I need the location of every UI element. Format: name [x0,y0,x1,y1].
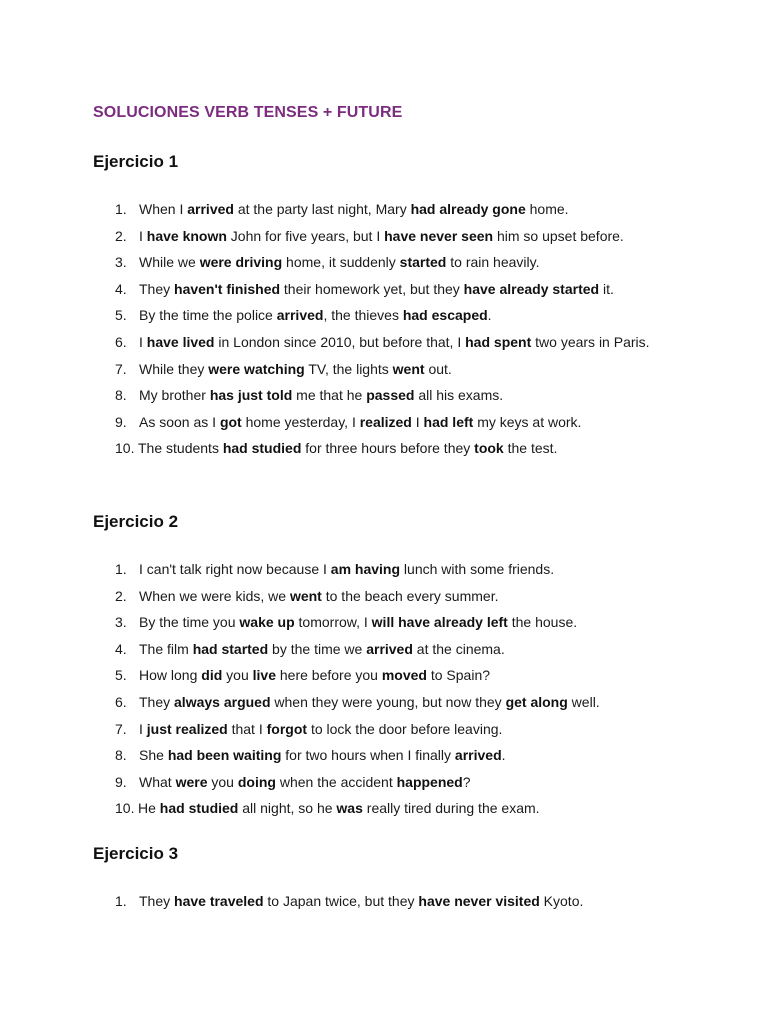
sentence-fragment: John for five years, but I [226,227,385,244]
item-text [139,387,503,403]
list-item [93,356,673,383]
answer-verb: arrived [366,640,413,657]
sentence-fragment: to the beach every summer. [321,587,499,604]
sentence-fragment: When we were kids, we [139,587,290,604]
sentence-fragment: By the time the police [139,307,277,324]
sentence-fragment: They [139,280,175,297]
answer-verb: was [336,800,363,817]
answer-verb: get along [505,693,568,710]
sentence-fragment: lunch with some friends. [400,561,555,577]
item-number: 3. [115,254,127,271]
sentence-fragment: They [139,693,175,710]
list-item [93,302,673,329]
answer-verb: wake up [239,614,295,631]
answer-verb: were [175,773,208,790]
item-text [138,800,540,816]
sentence-fragment: . [487,307,492,324]
sentence-fragment: to Japan twice, but they [263,893,419,909]
item-number: 10. [115,440,135,457]
item-number: 10. [115,800,135,817]
item-text [139,694,600,710]
item-number: 3. [115,614,127,631]
sentence-fragment: While they [139,360,209,377]
list-item [93,636,673,663]
sentence-fragment: . [501,747,506,764]
answer-verb: went [289,587,322,604]
item-number: 9. [115,773,127,790]
item-text [139,281,614,297]
list-item [93,689,673,716]
sentence-fragment: TV, the lights [304,360,393,377]
sentence-fragment: two years in Paris. [531,333,650,350]
sentence-fragment: As soon as I [139,413,220,430]
item-text [139,414,581,430]
sentence-fragment: ? [462,773,471,790]
item-text [139,721,502,737]
sentence-fragment: He [138,800,160,817]
sentence-fragment: The students [138,440,223,457]
answer-verb: took [474,440,504,457]
section-heading-1: Ejercicio 1 [93,152,179,171]
item-number: 2. [115,227,127,244]
list-item [93,409,673,436]
sentence-fragment: at the party last night, Mary [233,201,411,217]
sentence-fragment: They [139,893,175,909]
sentence-fragment: for three hours before they [301,440,475,457]
item-text [139,641,505,657]
sentence-fragment: when they were young, but now they [270,693,506,710]
answer-verb: live [252,667,276,684]
sentence-fragment: that I [227,720,267,737]
item-text [138,440,557,456]
item-number: 7. [115,720,127,737]
list-item [93,223,673,250]
answer-verb: had started [192,640,269,657]
answer-verb: have already started [463,280,600,297]
sentence-fragment: you [222,667,253,684]
sentence-fragment: my keys at work. [473,413,582,430]
item-number: 8. [115,387,127,404]
list-item [93,382,673,409]
item-number: 2. [115,587,127,604]
sentence-fragment: you [207,773,238,790]
list-item [93,769,673,796]
item-number: 1. [115,201,127,217]
answer-verb: arrived [187,201,234,217]
item-number: 4. [115,280,127,297]
sentence-fragment: I [139,720,147,737]
item-text [139,893,583,909]
answer-list-2 [93,556,673,822]
sentence-fragment: the house. [507,614,578,631]
answer-verb: doing [237,773,276,790]
list-item [93,329,673,356]
answer-verb: went [392,360,425,377]
answer-verb: were driving [199,254,283,271]
list-item [93,556,673,583]
item-text [139,307,492,323]
list-item [93,662,673,689]
sentence-fragment: My brother [139,387,210,404]
answer-verb: had been waiting [167,747,282,764]
sentence-fragment: for two hours when I finally [281,747,455,764]
sentence-fragment: the test. [503,440,558,457]
answer-verb: will have already left [371,614,508,631]
item-text [139,774,471,790]
item-text [139,614,577,630]
item-number: 1. [115,893,127,909]
sentence-fragment: I [411,413,424,430]
item-number: 6. [115,693,127,710]
sentence-fragment: How long [139,667,202,684]
sentence-fragment: really tired during the exam. [362,800,540,817]
sentence-fragment: here before you [275,667,382,684]
answer-verb: haven't finished [174,280,281,297]
section-heading-2: Ejercicio 2 [93,512,179,531]
item-number: 8. [115,747,127,764]
answer-verb: have lived [146,333,215,350]
sentence-fragment: it. [599,280,614,297]
sentence-fragment: to Spain? [426,667,491,684]
answer-verb: have never visited [418,893,540,909]
answer-verb: have never seen [384,227,494,244]
answer-verb: did [201,667,223,684]
item-text [139,667,490,683]
answer-verb: always argued [174,693,271,710]
item-text [139,201,569,217]
sentence-fragment: , the thieves [323,307,403,324]
sentence-fragment: home, it suddenly [282,254,400,271]
sentence-fragment: in London since 2010, but before that, I [214,333,466,350]
sentence-fragment: When I [139,201,188,217]
item-number: 9. [115,413,127,430]
answer-verb: arrived [454,747,502,764]
answer-verb: have known [146,227,227,244]
sentence-fragment: I can't talk right now because I [139,561,331,577]
answer-verb: just realized [146,720,228,737]
item-number: 1. [115,561,127,577]
sentence-fragment: their homework yet, but they [280,280,464,297]
list-item [93,435,673,462]
sentence-fragment: to rain heavily. [446,254,540,271]
sentence-fragment: Kyoto. [539,893,584,909]
item-number: 6. [115,333,127,350]
sentence-fragment: home yesterday, I [241,413,360,430]
item-number: 4. [115,640,127,657]
list-item [93,196,673,223]
answer-verb: had already gone [410,201,526,217]
list-item [93,742,673,769]
list-item [93,609,673,636]
answer-verb: got [219,413,242,430]
answer-list-1 [93,196,673,462]
item-text [139,334,650,350]
sentence-fragment: out. [424,360,452,377]
sentence-fragment: at the cinema. [412,640,505,657]
answer-verb: moved [381,667,427,684]
sentence-fragment: all night, so he [238,800,337,817]
list-item [93,583,673,610]
answer-verb: realized [359,413,412,430]
sentence-fragment: I [139,227,147,244]
list-item [93,716,673,743]
list-item [93,249,673,276]
list-item [93,795,673,822]
answer-verb: happened [396,773,463,790]
item-text [139,747,506,763]
sentence-fragment: to lock the door before leaving. [307,720,503,737]
sentence-fragment: home. [525,201,569,217]
item-number: 7. [115,360,127,377]
sentence-fragment: well. [567,693,600,710]
answer-verb: have traveled [174,893,264,909]
item-number: 5. [115,307,127,324]
answer-verb: had spent [465,333,532,350]
answer-verb: were watching [208,360,305,377]
document-title: SOLUCIONES VERB TENSES + FUTURE [93,104,403,121]
sentence-fragment: The film [139,640,193,657]
list-item [93,888,673,915]
sentence-fragment: While we [139,254,200,271]
item-text [139,361,452,377]
section-heading-3: Ejercicio 3 [93,844,179,863]
answer-verb: passed [366,387,415,404]
sentence-fragment: when the accident [275,773,397,790]
sentence-fragment: all his exams. [414,387,504,404]
item-text [139,561,554,577]
sentence-fragment: What [139,773,176,790]
answer-verb: had studied [159,800,239,817]
answer-verb: am having [330,561,401,577]
sentence-fragment: I [139,333,147,350]
answer-verb: arrived [276,307,324,324]
item-text [139,228,624,244]
sentence-fragment: me that he [292,387,367,404]
answer-verb: had studied [222,440,302,457]
answer-verb: had left [423,413,474,430]
answer-verb: started [399,254,447,271]
sentence-fragment: She [139,747,168,764]
list-item [93,276,673,303]
sentence-fragment: By the time you [139,614,240,631]
item-text [139,254,539,270]
answer-verb: forgot [266,720,308,737]
answer-verb: had escaped [402,307,488,324]
answer-verb: has just told [209,387,293,404]
sentence-fragment: tomorrow, I [294,614,372,631]
item-text [139,588,498,604]
sentence-fragment: him so upset before. [493,227,624,244]
item-number: 5. [115,667,127,684]
sentence-fragment: by the time we [268,640,367,657]
answer-list-3 [93,888,673,915]
